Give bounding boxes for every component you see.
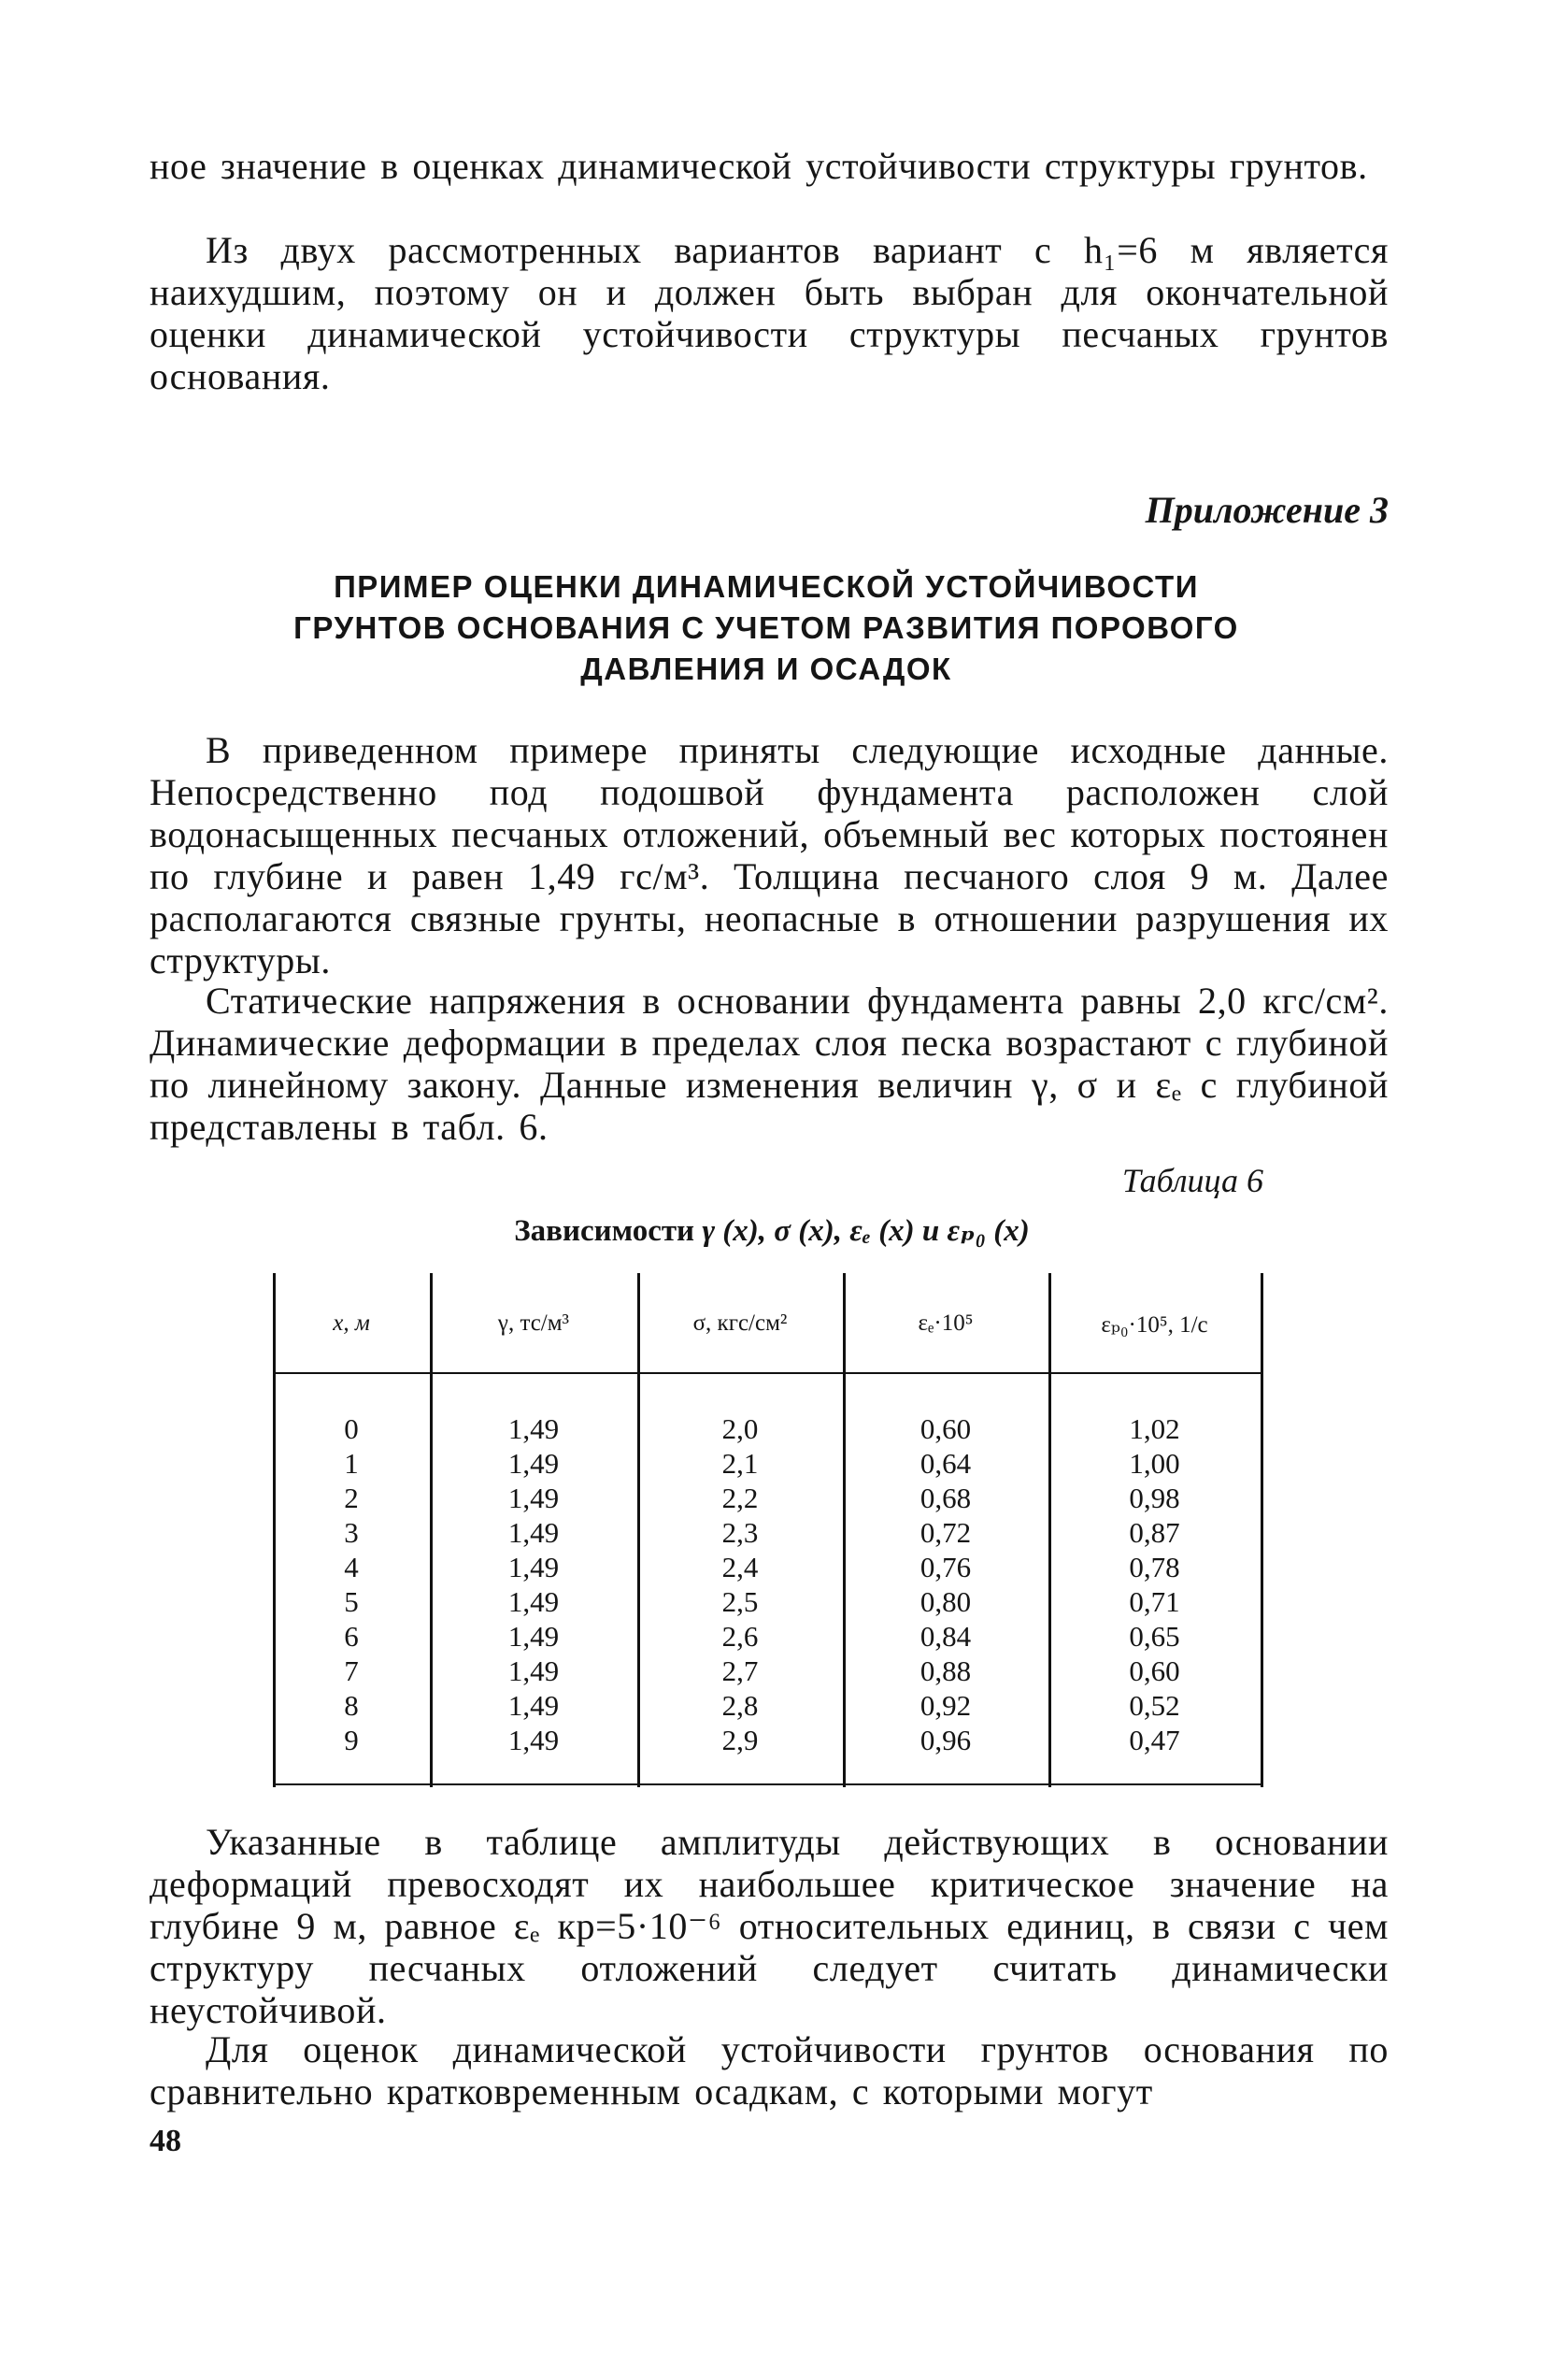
table-cell: 2,8 bbox=[721, 1689, 759, 1722]
table-cell: 2,1 bbox=[721, 1447, 759, 1480]
table-cell: 1,02 bbox=[1129, 1412, 1180, 1445]
page-number: 48 bbox=[150, 2124, 181, 2158]
table-cell: 1,49 bbox=[507, 1620, 560, 1653]
table-border-right bbox=[1261, 1273, 1263, 1787]
paragraph-initial-data: В приведенном примере приняты следующие исходные данные. Непосредственно под подошвой фундамента расположен слой водонасыщенных песчаных отложений, объемный вес которых постоянен по глубине и равен 1,49 гс/м³. Толщина песчаного слоя 9 м. Далее располагаются связные грунты, неопасные в отношении разрушения их структуры. bbox=[150, 729, 1389, 981]
table-cell: 9 bbox=[344, 1724, 359, 1756]
table-cell: 0,92 bbox=[919, 1689, 972, 1722]
heading-line-3: ДАВЛЕНИЯ И ОСАДОК bbox=[580, 652, 952, 686]
table-column-eps-p0 bbox=[1048, 1411, 1261, 1757]
table-header-sigma: σ, кгс/см² bbox=[692, 1310, 788, 1336]
table-cell: 0,84 bbox=[919, 1620, 972, 1653]
table-column-eps-e bbox=[843, 1411, 1048, 1757]
table-cell: 2,0 bbox=[721, 1412, 759, 1445]
table-cell: 0,76 bbox=[919, 1551, 972, 1583]
table-cell: 0,96 bbox=[919, 1724, 972, 1756]
table-column-gamma bbox=[430, 1411, 637, 1757]
table-cell: 1,49 bbox=[507, 1482, 560, 1514]
table-cell: 4 bbox=[344, 1551, 359, 1583]
table-cell: 1,00 bbox=[1129, 1447, 1180, 1480]
table-header-x: x, м bbox=[333, 1310, 370, 1336]
table-header-eps-p0: εₚ₀·10⁵, 1/с bbox=[1101, 1312, 1208, 1338]
table-cell: 0,47 bbox=[1129, 1724, 1180, 1756]
table-cell: 1,49 bbox=[507, 1654, 560, 1687]
table-bottom-rule bbox=[273, 1783, 1263, 1785]
table-cell: 1 bbox=[344, 1447, 359, 1480]
table-column-x bbox=[273, 1411, 430, 1757]
table-cell: 3 bbox=[344, 1516, 359, 1549]
table-caption bbox=[277, 1211, 1267, 1249]
table-cell: 1,49 bbox=[507, 1447, 560, 1480]
table-cell: 2,6 bbox=[721, 1620, 759, 1653]
table-header-eps-e: εₑ·10⁵ bbox=[918, 1310, 974, 1336]
table-cell: 1,49 bbox=[507, 1412, 560, 1445]
table-cell: 6 bbox=[344, 1620, 359, 1653]
table-label: Таблица 6 bbox=[1121, 1162, 1263, 1199]
paragraph-amplitudes: Указанные в таблице амплитуды действующих в основании деформаций превосходят их наибольшее критическое значение на глубине 9 м, равное εₑ кр=5·10⁻⁶ относительных единиц, в связи с чем структуру песчаных отложений следует считать динамически неустойчивой. bbox=[150, 1821, 1389, 2031]
table-cell: 0,52 bbox=[1129, 1689, 1180, 1722]
table-cell: 0,80 bbox=[919, 1585, 972, 1618]
table-cell: 0,68 bbox=[919, 1482, 972, 1514]
table-column-sigma bbox=[637, 1411, 843, 1757]
table-cell: 2,9 bbox=[721, 1724, 759, 1756]
table-cell: 0,78 bbox=[1129, 1551, 1180, 1583]
table-cell: 0,71 bbox=[1129, 1585, 1180, 1618]
table-cell: 1,49 bbox=[507, 1585, 560, 1618]
table-caption-formula: γ (x), σ (x), εₑ (x) и εₚ₀ (x) bbox=[702, 1214, 1030, 1248]
table-cell: 0,60 bbox=[919, 1412, 972, 1445]
table-cell: 0,60 bbox=[1129, 1654, 1180, 1687]
table-cell: 8 bbox=[344, 1689, 359, 1722]
table-cell: 2,7 bbox=[721, 1654, 759, 1687]
table-header-gamma: γ, тс/м³ bbox=[497, 1310, 570, 1336]
table-cell: 1,49 bbox=[507, 1516, 560, 1549]
table-cell: 0,65 bbox=[1129, 1620, 1180, 1653]
paragraph-static-stresses: Статические напряжения в основании фундамента равны 2,0 кгс/см². Динамические деформации в пределах слоя песка возрастают с глубиной по линейному закону. Данные изменения величин γ, σ и εₑ с глубиной представлены в табл. 6. bbox=[150, 980, 1389, 1148]
table-cell: 5 bbox=[344, 1585, 359, 1618]
section-heading bbox=[206, 566, 1327, 690]
data-table bbox=[273, 1273, 1263, 1787]
table-cell: 0,88 bbox=[919, 1654, 972, 1687]
table-cell: 0 bbox=[344, 1412, 359, 1445]
table-cell: 1,49 bbox=[507, 1724, 560, 1756]
table-cell: 7 bbox=[344, 1654, 359, 1687]
table-cell: 2 bbox=[344, 1482, 359, 1514]
table-cell: 0,64 bbox=[919, 1447, 972, 1480]
table-cell: 1,49 bbox=[507, 1551, 560, 1583]
table-cell: 2,3 bbox=[721, 1516, 759, 1549]
table-cell: 1,49 bbox=[507, 1689, 560, 1722]
table-cell: 0,98 bbox=[1129, 1482, 1180, 1514]
appendix-label: Приложение 3 bbox=[1145, 489, 1389, 531]
table-cell: 2,5 bbox=[721, 1585, 759, 1618]
paragraph-continuation: ное значение в оценках динамической устойчивости структуры грунтов. bbox=[150, 145, 1368, 187]
table-cell: 2,2 bbox=[721, 1482, 759, 1514]
table-cell: 0,87 bbox=[1129, 1516, 1180, 1549]
table-cell: 2,4 bbox=[721, 1551, 759, 1583]
table-cell: 0,72 bbox=[919, 1516, 972, 1549]
paragraph-variant-choice: Из двух рассмотренных вариантов вариант с h₁=6 м является наихудшим, поэтому он и должен быть выбран для окончательной оценки динамической устойчивости структуры песчаных грунтов основания. bbox=[150, 229, 1389, 397]
heading-line-2: ГРУНТОВ ОСНОВАНИЯ С УЧЕТОМ РАЗВИТИЯ ПОРОВОГО bbox=[293, 610, 1239, 645]
table-header-rule bbox=[273, 1372, 1263, 1374]
paragraph-settlements: Для оценок динамической устойчивости грунтов основания по сравнительно кратковременным осадкам, с которыми могут bbox=[150, 2028, 1389, 2112]
heading-line-1: ПРИМЕР ОЦЕНКИ ДИНАМИЧЕСКОЙ УСТОЙЧИВОСТИ bbox=[334, 569, 1199, 604]
table-caption-prefix: Зависимости bbox=[514, 1214, 695, 1248]
